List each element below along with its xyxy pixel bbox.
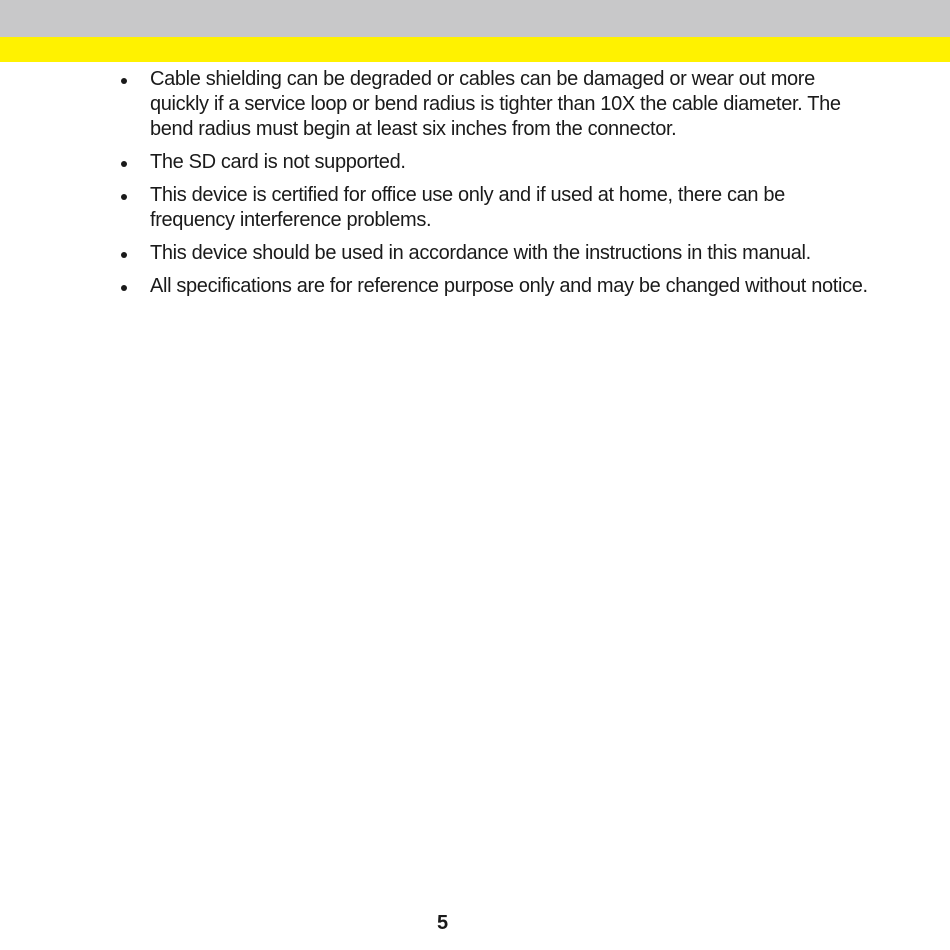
header-yellow-band <box>0 37 950 62</box>
notes-list <box>0 67 950 307</box>
bullet-icon <box>121 285 127 291</box>
note-item <box>0 241 870 266</box>
note-text: The SD card is not supported. <box>150 151 406 173</box>
bullet-icon <box>121 252 127 258</box>
bullet-icon <box>121 78 127 84</box>
header-gray-band <box>0 0 950 37</box>
note-text: All specifications are for reference purpose only and may be changed without notice. <box>150 275 868 297</box>
note-text: This device should be used in accordance with the instructions in this manual. <box>150 242 811 264</box>
bullet-icon <box>121 194 127 200</box>
note-item <box>0 274 870 299</box>
note-item <box>0 67 870 142</box>
note-text: Cable shielding can be degraded or cables can be damaged or wear out more quickly if a service loop or bend radius is tighter than 10X the cable diameter. The bend radius must begin at least six inches from the connector. <box>150 68 841 140</box>
note-item <box>0 150 870 175</box>
bullet-icon <box>121 161 127 167</box>
page-number: 5 <box>436 912 449 934</box>
note-item <box>0 183 870 233</box>
note-text: This device is certified for office use only and if used at home, there can be frequency interference problems. <box>150 184 785 231</box>
